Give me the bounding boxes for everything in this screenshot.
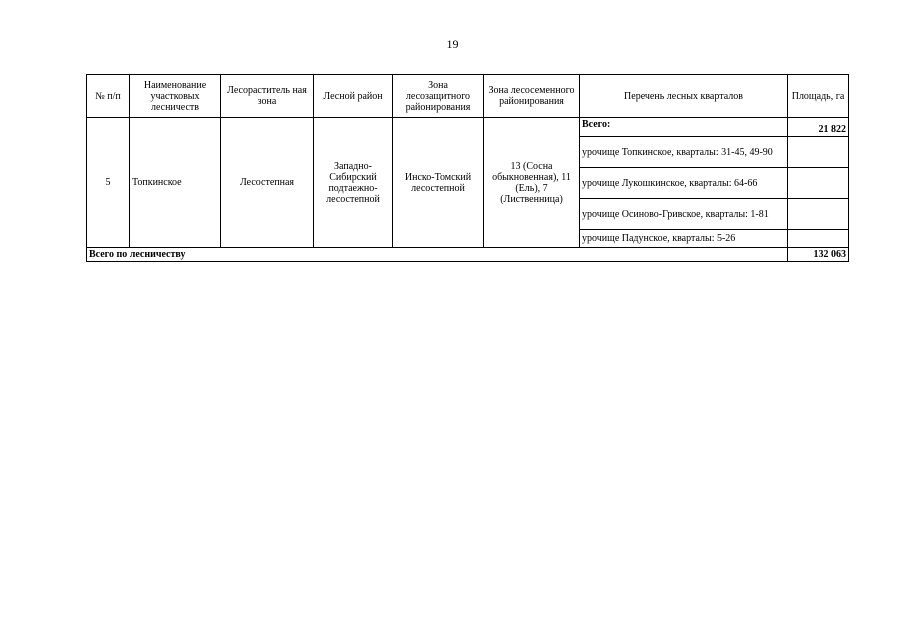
- cell-district: Западно-Сибирский подтаежно-лесостепной: [314, 118, 393, 248]
- header-zone: Лесораститель ная зона: [221, 75, 314, 118]
- forestry-table: [86, 74, 849, 262]
- table-total-row: [87, 248, 849, 262]
- cell-zone: Лесостепная: [221, 118, 314, 248]
- page-number: 19: [446, 37, 459, 51]
- cell-quarter: урочище Осиново-Гривское, кварталы: 1-81: [580, 199, 788, 230]
- cell-quarter-area: [788, 137, 849, 168]
- cell-quarter: урочище Топкинское, кварталы: 31-45, 49-90: [580, 137, 788, 168]
- header-name: Наименование участковых лесничеств: [130, 75, 221, 118]
- header-protect-zone: Зона лесозащитного районирования: [393, 75, 484, 118]
- cell-quarter: урочище Падунское, кварталы: 5-26: [580, 230, 788, 248]
- cell-num: 5: [87, 118, 130, 248]
- header-num: № п/п: [87, 75, 130, 118]
- cell-seed-zone: 13 (Сосна обыкновенная), 11 (Ель), 7 (Лиственница): [484, 118, 580, 248]
- cell-quarter-area: [788, 230, 849, 248]
- cell-quarters-total-label: Всего:: [580, 118, 788, 137]
- cell-quarter-area: [788, 199, 849, 230]
- table-row: [87, 118, 849, 137]
- cell-quarter: урочище Лукошкинское, кварталы: 64-66: [580, 168, 788, 199]
- header-area: Площадь, га: [788, 75, 849, 118]
- table-header-row: [87, 75, 849, 118]
- cell-name: Топкинское: [130, 118, 221, 248]
- header-seed-zone: Зона лесосеменного районирования: [484, 75, 580, 118]
- cell-quarter-area: [788, 168, 849, 199]
- cell-quarters-total-area: 21 822: [788, 118, 849, 137]
- header-quarters: Перечень лесных кварталов: [580, 75, 788, 118]
- cell-total-area: 132 063: [788, 248, 849, 262]
- header-district: Лесной район: [314, 75, 393, 118]
- cell-protect-zone: Инско-Томский лесостепной: [393, 118, 484, 248]
- cell-total-label: Всего по лесничеству: [87, 248, 788, 262]
